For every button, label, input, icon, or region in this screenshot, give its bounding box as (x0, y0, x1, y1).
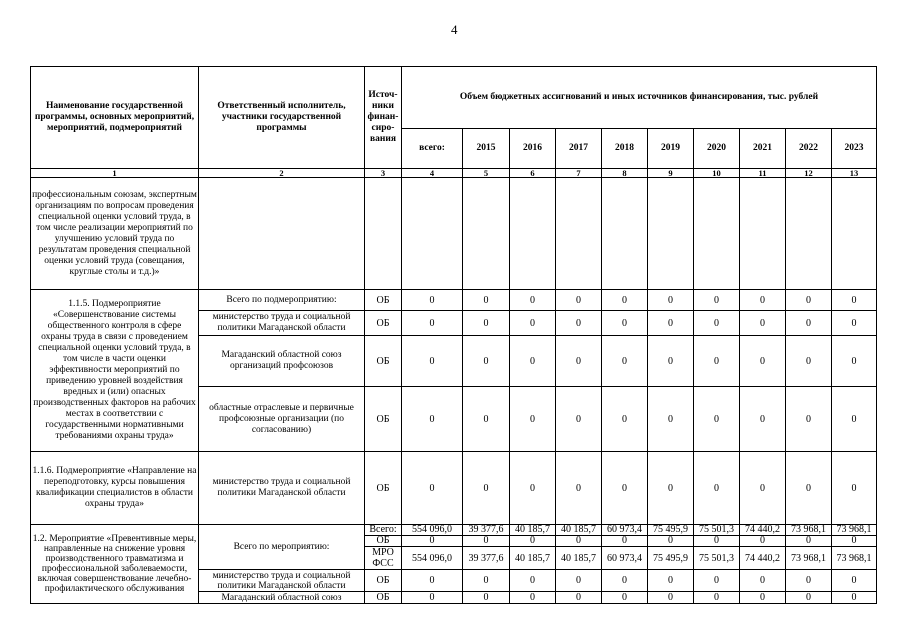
executor: министерство труда и социальной политики Магаданской области (199, 452, 365, 525)
value-cell: 0 (556, 570, 602, 592)
value-cell: 0 (832, 311, 877, 336)
value-cell: 0 (694, 536, 740, 547)
value-cell: 0 (510, 387, 556, 452)
value-cell: 0 (832, 536, 877, 547)
value-cell: 0 (786, 336, 832, 387)
value-cell: 40 185,7 (556, 547, 602, 570)
value-cell: 60 973,4 (602, 547, 648, 570)
program-description: профессиональным союзам, экспертным организациям по вопросам проведения специальной оценки условий труда, в том числе реализации мероприятий по улучшению условий труда по результатам проведения специальной оценки условий труда (совещания, круглые столы и т.д.)» (31, 178, 199, 290)
value-cell: 0 (402, 387, 463, 452)
header-year: 2016 (510, 129, 556, 169)
value-cell: 0 (786, 452, 832, 525)
value-cell: 0 (602, 290, 648, 311)
value-cell: 0 (463, 536, 510, 547)
value-cell: 0 (740, 387, 786, 452)
value-cell: 40 185,7 (510, 547, 556, 570)
value-cell: 0 (602, 536, 648, 547)
header-budget-group: Объем бюджетных ассигнований и иных источников финансирования, тыс. рублей (402, 67, 877, 129)
value-cell: 0 (510, 592, 556, 604)
header-year: 2021 (740, 129, 786, 169)
column-number: 9 (648, 169, 694, 178)
header-year: 2022 (786, 129, 832, 169)
value-cell: 0 (602, 592, 648, 604)
value-cell: 75 495,9 (648, 525, 694, 536)
executor: Всего по подмероприятию: (199, 290, 365, 311)
executor: министерство труда и социальной политики Магаданской области (199, 311, 365, 336)
table-row (31, 452, 877, 525)
value-cell: 0 (740, 452, 786, 525)
value-cell: 0 (740, 290, 786, 311)
value-cell: 0 (648, 592, 694, 604)
value-cell: 0 (832, 387, 877, 452)
value-cell: 0 (510, 290, 556, 311)
funding-source: ОБ (365, 311, 402, 336)
value-cell: 73 968,1 (786, 547, 832, 570)
value-cell: 0 (556, 452, 602, 525)
column-number: 6 (510, 169, 556, 178)
column-number-row (31, 169, 877, 178)
funding-source: Всего: (365, 525, 402, 536)
program-description: 1.1.6. Подмероприятие «Направление на переподготовку, курсы повышения квалификации специалистов в области охраны труда» (31, 452, 199, 525)
column-number: 5 (463, 169, 510, 178)
column-number: 13 (832, 169, 877, 178)
value-cell: 0 (648, 311, 694, 336)
value-cell: 0 (740, 570, 786, 592)
value-cell: 75 495,9 (648, 547, 694, 570)
executor: Магаданский областной союз (199, 592, 365, 604)
value-cell: 0 (463, 592, 510, 604)
value-cell: 0 (740, 336, 786, 387)
value-cell: 0 (740, 536, 786, 547)
funding-source: ОБ (365, 536, 402, 547)
header-year: 2017 (556, 129, 602, 169)
header-executor: Ответственный исполнитель, участники государственной программы (199, 67, 365, 169)
column-number: 8 (602, 169, 648, 178)
value-cell: 0 (832, 452, 877, 525)
value-cell: 0 (602, 311, 648, 336)
header-year: 2015 (463, 129, 510, 169)
executor: областные отраслевые и первичные профсоюзные организации (по согласованию) (199, 387, 365, 452)
header-year: 2018 (602, 129, 648, 169)
column-number: 10 (694, 169, 740, 178)
value-cell: 0 (832, 570, 877, 592)
funding-source: ОБ (365, 336, 402, 387)
header-total: всего: (402, 129, 463, 169)
value-cell: 0 (402, 311, 463, 336)
funding-source: ОБ (365, 290, 402, 311)
column-number: 12 (786, 169, 832, 178)
value-cell: 0 (402, 592, 463, 604)
program-description: 1.2. Мероприятие «Превентивные меры, направленные на снижение уровня производственного травматизма и профессиональной заболеваемости, включая совершенствование лечебно-профилактического обслуживания (31, 525, 199, 604)
value-cell: 73 968,1 (832, 525, 877, 536)
financing-table (30, 66, 877, 604)
value-cell: 0 (510, 570, 556, 592)
value-cell: 0 (648, 570, 694, 592)
value-cell: 0 (648, 290, 694, 311)
table-row (31, 525, 877, 536)
value-cell: 0 (694, 452, 740, 525)
value-cell: 0 (402, 336, 463, 387)
column-number: 7 (556, 169, 602, 178)
value-cell: 0 (740, 592, 786, 604)
header-year: 2020 (694, 129, 740, 169)
value-cell: 60 973,4 (602, 525, 648, 536)
value-cell: 39 377,6 (463, 547, 510, 570)
value-cell: 0 (786, 387, 832, 452)
value-cell: 0 (463, 290, 510, 311)
value-cell: 0 (786, 592, 832, 604)
value-cell: 0 (463, 452, 510, 525)
value-cell: 0 (786, 311, 832, 336)
funding-source: ОБ (365, 452, 402, 525)
value-cell: 0 (832, 336, 877, 387)
executor: Магаданский областной союз организаций профсоюзов (199, 336, 365, 387)
value-cell: 0 (786, 570, 832, 592)
value-cell: 0 (463, 570, 510, 592)
value-cell: 0 (556, 536, 602, 547)
value-cell: 0 (463, 311, 510, 336)
value-cell: 74 440,2 (740, 525, 786, 536)
value-cell: 0 (402, 452, 463, 525)
value-cell: 0 (510, 311, 556, 336)
column-number: 3 (365, 169, 402, 178)
value-cell: 40 185,7 (556, 525, 602, 536)
header-year: 2019 (648, 129, 694, 169)
column-number: 1 (31, 169, 199, 178)
value-cell: 0 (402, 570, 463, 592)
funding-source: ОБ (365, 387, 402, 452)
value-cell: 0 (694, 311, 740, 336)
value-cell: 0 (648, 387, 694, 452)
value-cell: 75 501,3 (694, 525, 740, 536)
value-cell: 0 (556, 387, 602, 452)
funding-source: МРО ФСС (365, 547, 402, 570)
value-cell: 0 (694, 592, 740, 604)
value-cell: 554 096,0 (402, 547, 463, 570)
value-cell: 0 (510, 452, 556, 525)
value-cell: 74 440,2 (740, 547, 786, 570)
value-cell: 0 (694, 387, 740, 452)
column-number: 2 (199, 169, 365, 178)
value-cell: 0 (832, 290, 877, 311)
value-cell: 0 (556, 290, 602, 311)
value-cell: 0 (786, 290, 832, 311)
funding-source: ОБ (365, 570, 402, 592)
value-cell: 0 (402, 290, 463, 311)
value-cell: 0 (556, 336, 602, 387)
value-cell: 0 (556, 592, 602, 604)
value-cell: 0 (648, 536, 694, 547)
value-cell: 73 968,1 (832, 547, 877, 570)
value-cell: 0 (648, 336, 694, 387)
value-cell: 554 096,0 (402, 525, 463, 536)
value-cell: 0 (694, 336, 740, 387)
value-cell: 0 (402, 536, 463, 547)
value-cell: 0 (648, 452, 694, 525)
value-cell: 0 (602, 387, 648, 452)
value-cell: 0 (786, 536, 832, 547)
value-cell: 0 (602, 570, 648, 592)
value-cell: 40 185,7 (510, 525, 556, 536)
table-row (31, 178, 877, 290)
value-cell: 0 (602, 452, 648, 525)
table-row (31, 290, 877, 311)
value-cell: 0 (694, 290, 740, 311)
value-cell: 0 (556, 311, 602, 336)
value-cell: 73 968,1 (786, 525, 832, 536)
value-cell: 0 (510, 536, 556, 547)
column-number: 11 (740, 169, 786, 178)
program-description: 1.1.5. Подмероприятие «Совершенствование системы общественного контроля в сфере охраны труда в связи с проведением специальной оценки условий труда, в том числе в части оценки эффективности мероприятий по приведению уровней воздействия вредных и (или) опасных производственных факторов на рабочих местах в соответствии с государственными нормативными требованиями охраны труда» (31, 290, 199, 452)
value-cell: 0 (602, 336, 648, 387)
value-cell: 0 (463, 387, 510, 452)
value-cell: 0 (694, 570, 740, 592)
header-program-name: Наименование государственной программы, основных мероприятий, мероприятий, подмероприятий (31, 67, 199, 169)
header-year: 2023 (832, 129, 877, 169)
value-cell: 0 (463, 336, 510, 387)
column-number: 4 (402, 169, 463, 178)
executor: Всего по мероприятию: (199, 525, 365, 570)
value-cell: 39 377,6 (463, 525, 510, 536)
header-funding-source: Источ-ники финан-сиро-вания (365, 67, 402, 169)
value-cell: 0 (832, 592, 877, 604)
funding-source: ОБ (365, 592, 402, 604)
value-cell: 0 (510, 336, 556, 387)
value-cell: 75 501,3 (694, 547, 740, 570)
value-cell: 0 (740, 311, 786, 336)
page-number: 4 (451, 22, 458, 37)
executor: министерство труда и социальной политики Магаданской области (199, 570, 365, 592)
